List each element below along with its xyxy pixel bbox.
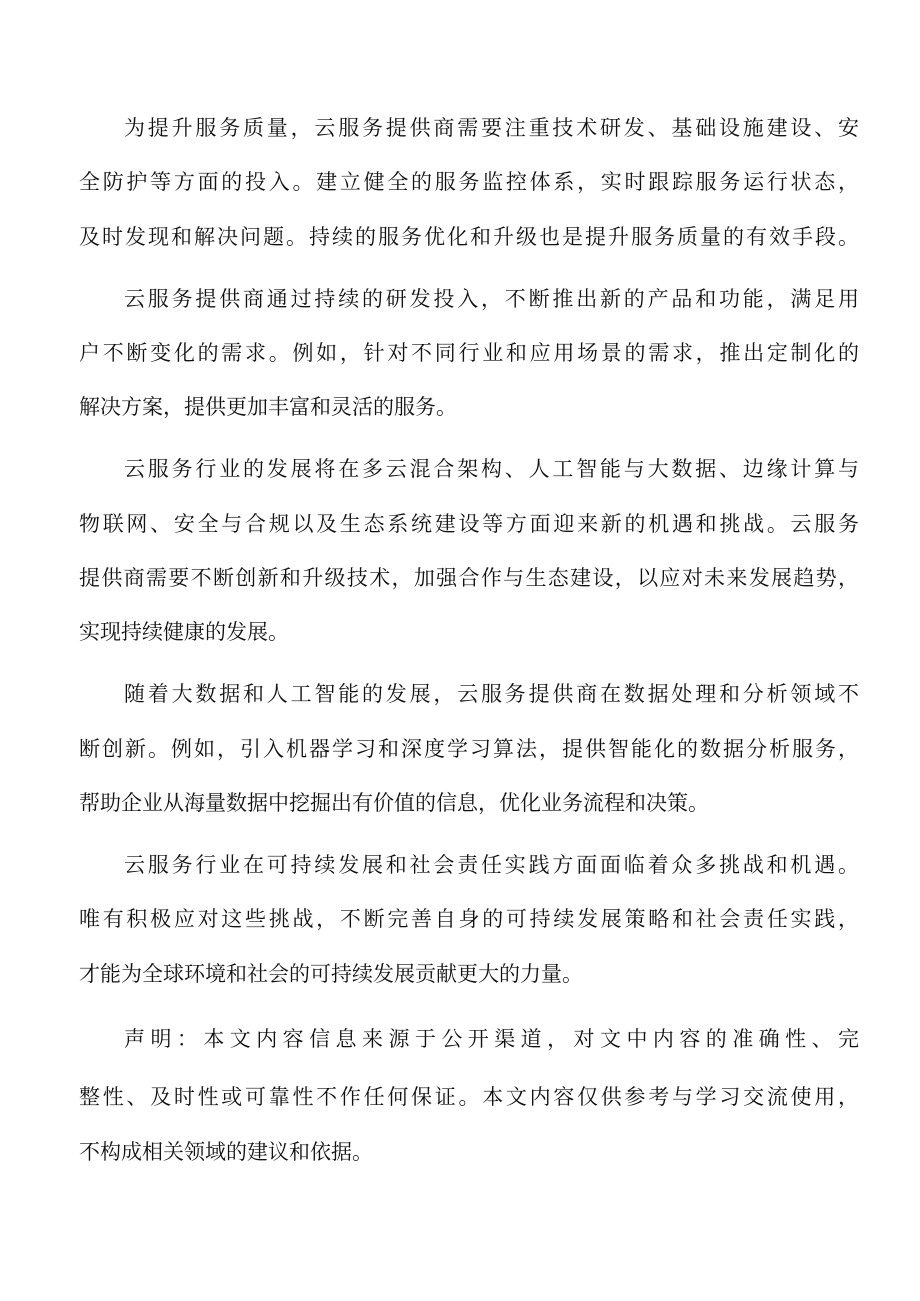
paragraph-line: 及时发现和解决问题。持续的服务优化和升级也是提升服务质量的有效手段。 xyxy=(79,225,859,249)
disclaimer-line: 整性、及时性或可靠性不作任何保证。本文内容仅供参考与学习交流使用， xyxy=(79,1085,859,1109)
paragraph-line: 唯有积极应对这些挑战，不断完善自身的可持续发展策略和社会责任实践， xyxy=(79,907,859,931)
paragraph-line: 为提升服务质量，云服务提供商需要注重技术研发、基础设施建设、安 xyxy=(124,116,859,140)
paragraph-line: 才能为全球环境和社会的可持续发展贡献更大的力量。 xyxy=(79,962,583,986)
paragraph-line: 随着大数据和人工智能的发展，云服务提供商在数据处理和分析领域不 xyxy=(124,682,859,706)
paragraph-line: 户不断变化的需求。例如，针对不同行业和应用场景的需求，推出定制化的 xyxy=(79,341,859,365)
disclaimer-line: 不构成相关领域的建议和依据。 xyxy=(79,1140,373,1164)
paragraph-line: 物联网、安全与合规以及生态系统建设等方面迎来新的机遇和挑战。云服务 xyxy=(79,512,859,536)
paragraph-line: 云服务提供商通过持续的研发投入，不断推出新的产品和功能，满足用 xyxy=(124,287,859,311)
paragraph-line: 提供商需要不断创新和升级技术，加强合作与生态建设，以应对未来发展趋势， xyxy=(79,566,859,590)
paragraph-line: 云服务行业的发展将在多云混合架构、人工智能与大数据、边缘计算与 xyxy=(124,457,859,481)
paragraph-line: 云服务行业在可持续发展和社会责任实践方面面临着众多挑战和机遇。 xyxy=(124,853,859,877)
paragraph-line: 全防护等方面的投入。建立健全的服务监控体系，实时跟踪服务运行状态， xyxy=(79,170,859,194)
paragraph-line: 断创新。例如，引入机器学习和深度学习算法，提供智能化的数据分析服务， xyxy=(79,737,859,761)
paragraph-line: 解决方案，提供更加丰富和灵活的服务。 xyxy=(79,395,457,419)
paragraph-line: 帮助企业从海量数据中挖掘出有价值的信息，优化业务流程和决策。 xyxy=(79,791,709,815)
paragraph-line: 实现持续健康的发展。 xyxy=(79,620,289,644)
disclaimer-line: 声明：本文内容信息来源于公开渠道，对文中内容的准确性、完 xyxy=(124,1027,859,1051)
